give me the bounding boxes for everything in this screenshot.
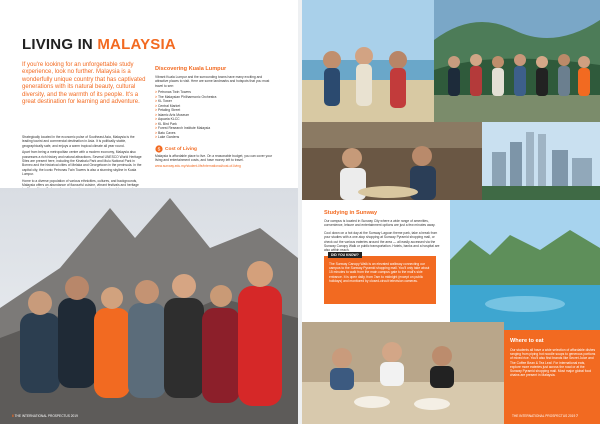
page-number: 6	[12, 414, 14, 418]
discover-lead: Vibrant Kuala Lumpur and the surrounding towns have many exciting and attractive places to visit. Here are some landmarks and hotspots that you must travel to see:	[155, 75, 270, 88]
page-number: 7	[576, 414, 578, 418]
list-item: > Forest Research Institute Malaysia	[155, 126, 216, 131]
did-you-know-box	[324, 253, 436, 304]
cost-text: Malaysia is affordable place to live. On a reasonable budget, you can cover your living and entertainment costs, and have money left to travel.	[155, 154, 273, 163]
title-prefix: LIVING IN	[22, 36, 93, 53]
list-item: > Islamic Arts Museum	[155, 113, 216, 118]
dining-illustration	[302, 322, 504, 424]
list-item: > Lake Gardens	[155, 135, 216, 140]
lagoon-photo	[450, 200, 600, 330]
where-to-eat-box	[504, 330, 600, 424]
cost-link[interactable]: www.sunway.edu.my/student-life/international/cost-of-living	[155, 164, 241, 169]
list-item: > Petronas Twin Towers	[155, 90, 216, 95]
where-to-eat-heading: Where to eat	[510, 338, 544, 344]
beach-photo	[302, 0, 434, 122]
cost-of-living-box	[155, 144, 273, 169]
page-title	[22, 36, 176, 53]
skyline-illustration	[482, 122, 600, 200]
attractions-list	[155, 90, 216, 140]
group-photo-mountain	[0, 188, 298, 424]
page-footer-left	[12, 414, 78, 418]
beach-illustration	[302, 0, 434, 122]
mountain-group-illustration	[0, 188, 298, 424]
group-photo-nature	[434, 0, 600, 122]
coin-icon	[155, 145, 163, 153]
did-you-know-text: The Sunway Canopy Walk is an elevated walkway connecting our campus to the Sunway Pyramid shopping mall. You'll only take about 15 minutes to walk from the main campus gate to the mall's side entrance. It is open daily, from 7am to midnight (except on public holidays) and monitored by closed-circuit television cameras.	[329, 262, 430, 283]
body-paragraph: Strategically located in the economic pulse of Southeast Asia, Malaysia is the leading tourist and commercial destination in Asia. It is politically stable, geographically safe, and enjoys a warm tropical climate all year round.	[22, 135, 135, 148]
studying-heading: Studying in Sunway	[324, 210, 378, 216]
page-footer-right	[512, 414, 578, 418]
body-paragraph: Home to a diverse population of various ethnicities, cultures, and backgrounds, Malaysia offers an abundance of flavourful cuisine, vibrant festivals and heritage	[22, 178, 139, 187]
svg-text:$: $	[157, 147, 161, 153]
list-item: > The Malaysian Philharmonic Orchestra	[155, 95, 216, 100]
lagoon-illustration	[450, 200, 600, 330]
footer-text: THE INTERNATIONAL PROSPECTUS 2019	[14, 414, 78, 418]
list-item: > Aquaria KLCC	[155, 117, 216, 122]
where-to-eat-text: Our students all have a wide selection of affordable dishes ranging from piping hot noodle soups to generous portions of mixed rice. You'll also find brands like Secret Juice and The Coffee Bean & Tea Leaf. For international eats, explore more eateries just across the road or at the Sunway Pyramid shopping mall. Most major global food chains are present in Malaysia.	[510, 348, 596, 378]
studying-intro: Our campus is located in Sunway City where a wide range of amenities, convenience, leisure and entertainment options are just a few minutes away.	[324, 219, 436, 228]
right-page	[302, 0, 600, 424]
footer-text: THE INTERNATIONAL PROSPECTUS 2019	[512, 414, 576, 418]
list-item: > Petaling Street	[155, 108, 216, 113]
city-skyline-photo	[482, 122, 600, 200]
left-page	[0, 0, 298, 424]
list-item: > Batu Caves	[155, 131, 216, 136]
list-item: > KL Bird Park	[155, 122, 216, 127]
list-item: > Central Market	[155, 104, 216, 109]
did-you-know-badge: DID YOU KNOW?	[328, 252, 362, 258]
cost-heading: Cost of Living	[165, 147, 197, 152]
list-item: > KL Tower	[155, 99, 216, 104]
title-highlight: MALAYSIA	[97, 36, 176, 53]
dining-photo	[302, 322, 504, 424]
intro-text: If you're looking for an unforgettable study experience, look no further. Malaysia is a wonderfully unique country that has captivated generations with its natural beauty, cultural diversity, and the warmth of its people. It's a great destination for learning and adventure.	[22, 62, 146, 106]
nature-group-illustration	[434, 0, 600, 122]
studying-body: Cool down on a hot day at the Sunway Lagoon theme park, take a break from your studies with a one-stop shopping at Sunway Pyramid shopping mall, or check out the various eateries around the area — all easily accessed via the Sunway Canopy Walk or public transportation. Hotels, banks and a hospital are also within reach.	[324, 231, 440, 253]
food-stall-illustration	[302, 122, 482, 200]
food-stall-photo	[302, 122, 482, 200]
discover-heading: Discovering Kuala Lumpur	[155, 66, 227, 72]
body-paragraph: Apart from being a metropolitan centre with a modern economy, Malaysia also possesses a rich history and natural attractions. Several UNESCO World Heritage Sites are present here, including the Kinabalu Park and Mulu National Park in Borneo and the historical cities of Melaka and Georgetown in the peninsula. In the capital city, the iconic Petronas Twin Towers is also a stunning skyline in Kuala Lumpur.	[22, 150, 142, 176]
